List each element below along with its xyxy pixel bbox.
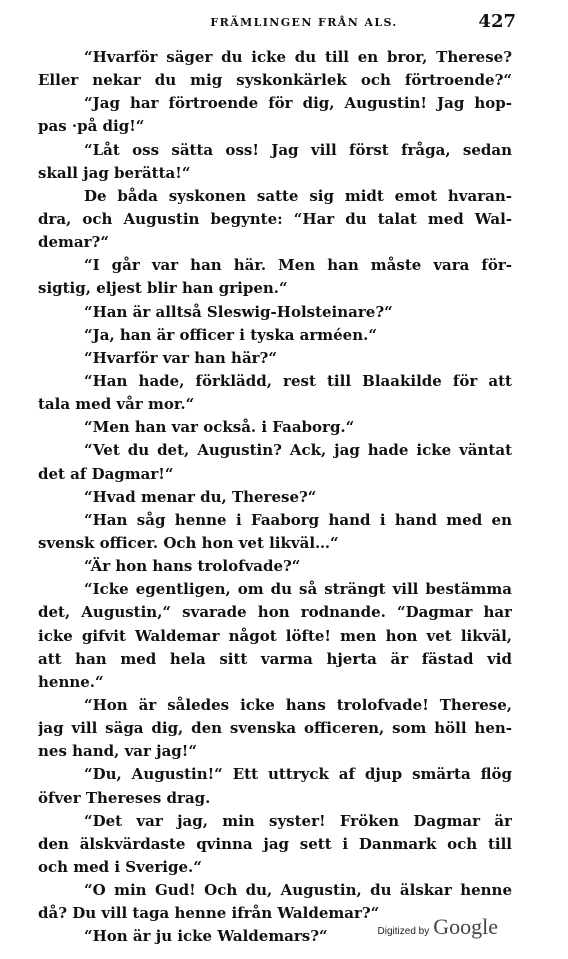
text-line: “Icke egentligen, om du så strängt vill bestämma (84, 580, 512, 599)
text-line: “Ja, han är officer i tyska arméen.“ (84, 325, 377, 344)
text-line: “Hon är ju icke Waldemars?“ (84, 927, 328, 946)
text-line: “Det var jag, min syster! Fröken Dagmar är (84, 811, 512, 830)
text-line: det af Dagmar!“ (38, 464, 174, 483)
text-line: “O min Gud! Och du, Augustin, du älskar henne (84, 881, 512, 900)
text-line: “Jag har förtroende för dig, Augustin! Jag hop- (84, 94, 512, 113)
text-line: De båda syskonen satte sig midt emot hvaran- (84, 186, 512, 205)
digitized-by-watermark (378, 914, 498, 940)
text-line: “Hon är således icke hans trolofvade! Therese, (84, 695, 512, 714)
text-line: “Du, Augustin!“ Ett uttryck af djup smärta flög (84, 765, 512, 784)
google-logo: Google (433, 914, 498, 939)
text-line: att han med hela sitt varma hjerta är fästad vid (38, 649, 512, 668)
text-line: dra, och Augustin begynte: “Har du talat med Wal- (38, 209, 512, 228)
text-line: “Hvad menar du, Therese?“ (84, 487, 317, 506)
text-line: öfver Thereses drag. (38, 788, 211, 807)
text-line: Eller nekar du mig syskonkärlek och förtroende?“ (38, 71, 512, 90)
text-line: “Är hon hans trolofvade?“ (84, 557, 301, 576)
text-line: “Låt oss sätta oss! Jag vill först fråga, sedan (84, 140, 512, 159)
running-title: FRÄMLINGEN FRÅN ALS. (210, 16, 398, 29)
text-line: sigtig, eljest blir han gripen.“ (38, 279, 288, 298)
text-line: “Han såg henne i Faaborg hand i hand med en (84, 510, 512, 529)
text-line: demar?“ (38, 233, 109, 252)
digitized-by-label: Digitized by (377, 926, 430, 937)
text-line: “Hvarför var han här?“ (84, 348, 277, 367)
page-number: 427 (478, 11, 516, 32)
text-line: “I går var han här. Men han måste vara för- (84, 256, 512, 275)
text-body (38, 46, 512, 948)
text-line: då? Du vill taga henne ifrån Waldemar?“ (38, 904, 380, 923)
text-line: tala med vår mor.“ (38, 395, 195, 414)
text-line: nes hand, var jag!“ (38, 742, 197, 761)
text-line: skall jag berätta!“ (38, 163, 191, 182)
text-line: svensk officer. Och hon vet likväl…“ (38, 533, 339, 552)
text-line: och med i Sverige.“ (38, 857, 202, 876)
text-line: “Vet du det, Augustin? Ack, jag hade icke väntat (84, 441, 512, 460)
text-line: pas ·på dig!“ (38, 117, 145, 136)
text-line: icke gifvit Waldemar något löfte! men hon vet likväl, (38, 626, 512, 645)
text-line: jag vill säga dig, den svenska officeren, som höll hen- (38, 719, 512, 738)
text-line: “Han är alltså Sleswig-Holsteinare?“ (84, 302, 393, 321)
text-line: den älskvärdaste qvinna jag sett i Danmark och till (38, 834, 512, 853)
text-line: det, Augustin,“ svarade hon rodnande. “Dagmar har (38, 603, 512, 622)
text-line: henne.“ (38, 672, 104, 691)
text-line: “Men han var också. i Faaborg.“ (84, 418, 355, 437)
text-line: “Hvarför säger du icke du till en bror, Therese? (84, 48, 512, 66)
text-line: “Han hade, förklädd, rest till Blaakilde för att (84, 371, 512, 390)
